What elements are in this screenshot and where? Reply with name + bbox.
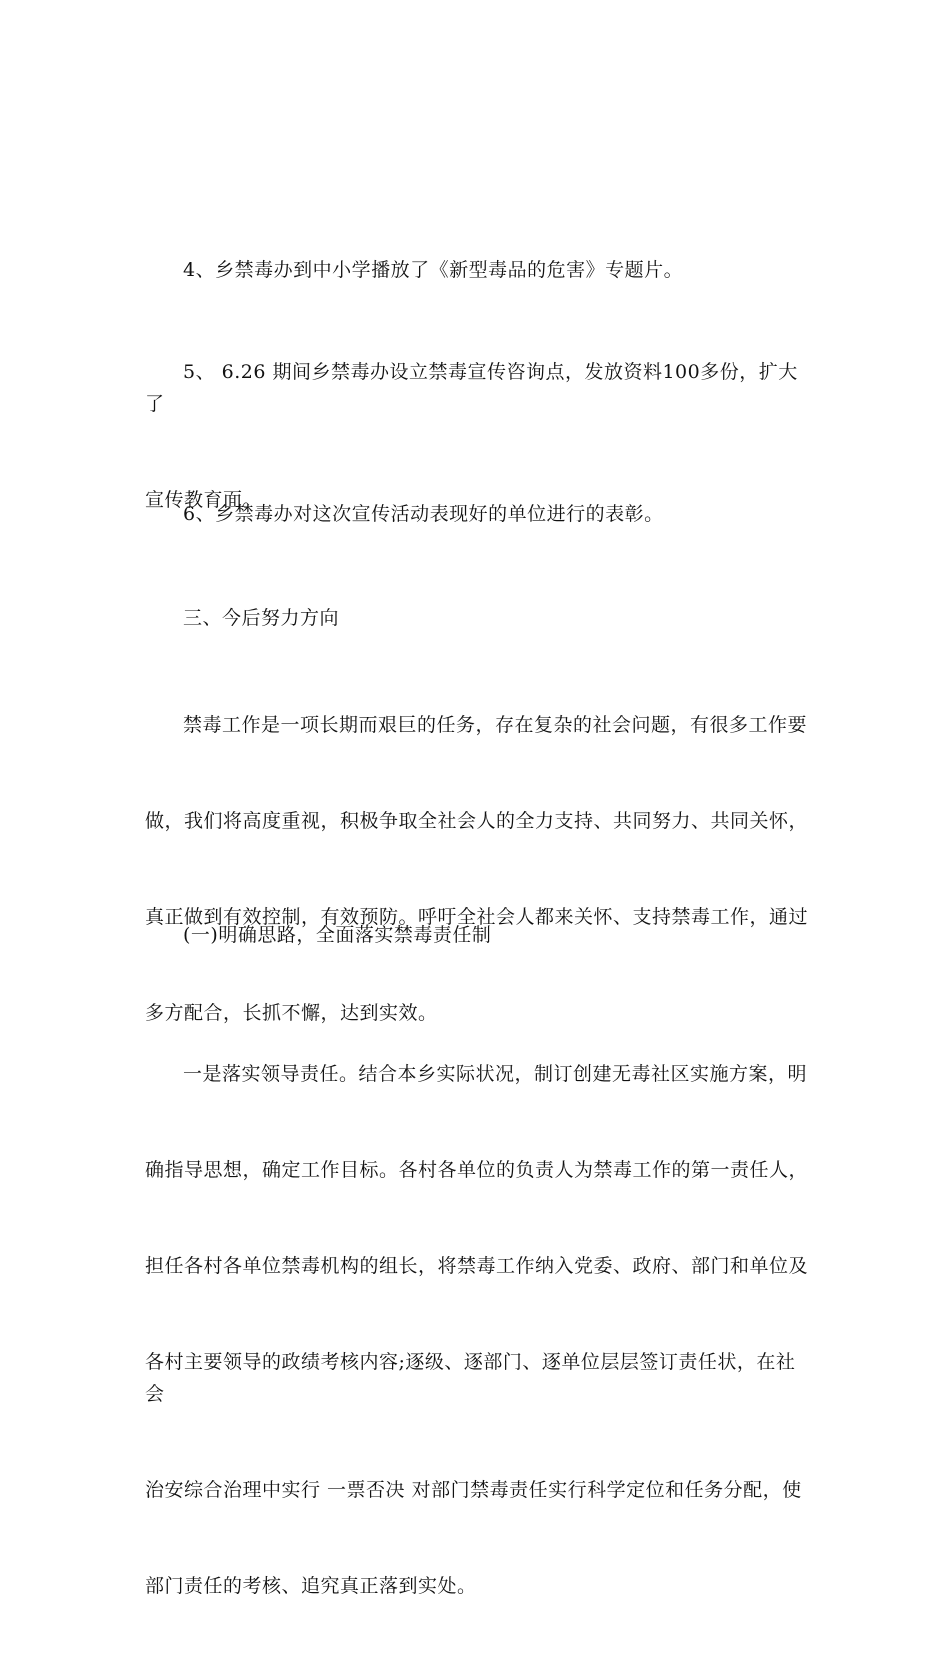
heading-line: (一)明确思路，全面落实禁毒责任制 — [183, 924, 492, 946]
paragraph-line: 确指导思想，确定工作目标。各村各单位的负责人为禁毒工作的第一责任人， — [145, 1159, 809, 1181]
paragraph-line: 6、乡禁毒办对这次宣传活动表现好的单位进行的表彰。 — [183, 503, 664, 525]
paragraph-line: 4、乡禁毒办到中小学播放了《新型毒品的危害》专题片。 — [183, 259, 684, 281]
subsection-heading — [145, 855, 810, 1015]
paragraph-line: 5、 6.26 期间乡禁毒办设立禁毒宣传咨询点，发放资料100多份，扩大了 — [145, 361, 798, 415]
paragraph-line: 部门责任的考核、追究真正落到实处。 — [145, 1575, 477, 1597]
paragraph-body — [145, 994, 810, 1666]
paragraph-line: 做，我们将高度重视，积极争取全社会人的全力支持、共同努力、共同关怀， — [145, 810, 809, 832]
heading-line: 三、今后努力方向 — [183, 607, 340, 629]
paragraph-line: 治安综合治理中实行 一票否决 对部门禁毒责任实行科学定位和任务分配，使 — [145, 1479, 802, 1501]
paragraph-line: 宣传教育面。 — [145, 489, 263, 511]
paragraph-line: 真正做到有效控制，有效预防。呼吁全社会人都来关怀、支持禁毒工作，通过 — [145, 906, 809, 928]
paragraph-line: 担任各村各单位禁毒机构的组长，将禁毒工作纳入党委、政府、部门和单位及 — [145, 1255, 809, 1277]
paragraph-line: 一是落实领导责任。结合本乡实际状况，制订创建无毒社区实施方案，明 — [183, 1063, 808, 1085]
paragraph-line: 禁毒工作是一项长期而艰巨的任务，存在复杂的社会问题，有很多工作要 — [183, 714, 808, 736]
paragraph-line: 多方配合，长抓不懈，达到实效。 — [145, 1002, 438, 1024]
paragraph-line: 各村主要领导的政绩考核内容;逐级、逐部门、逐单位层层签订责任状，在社会 — [145, 1351, 796, 1405]
